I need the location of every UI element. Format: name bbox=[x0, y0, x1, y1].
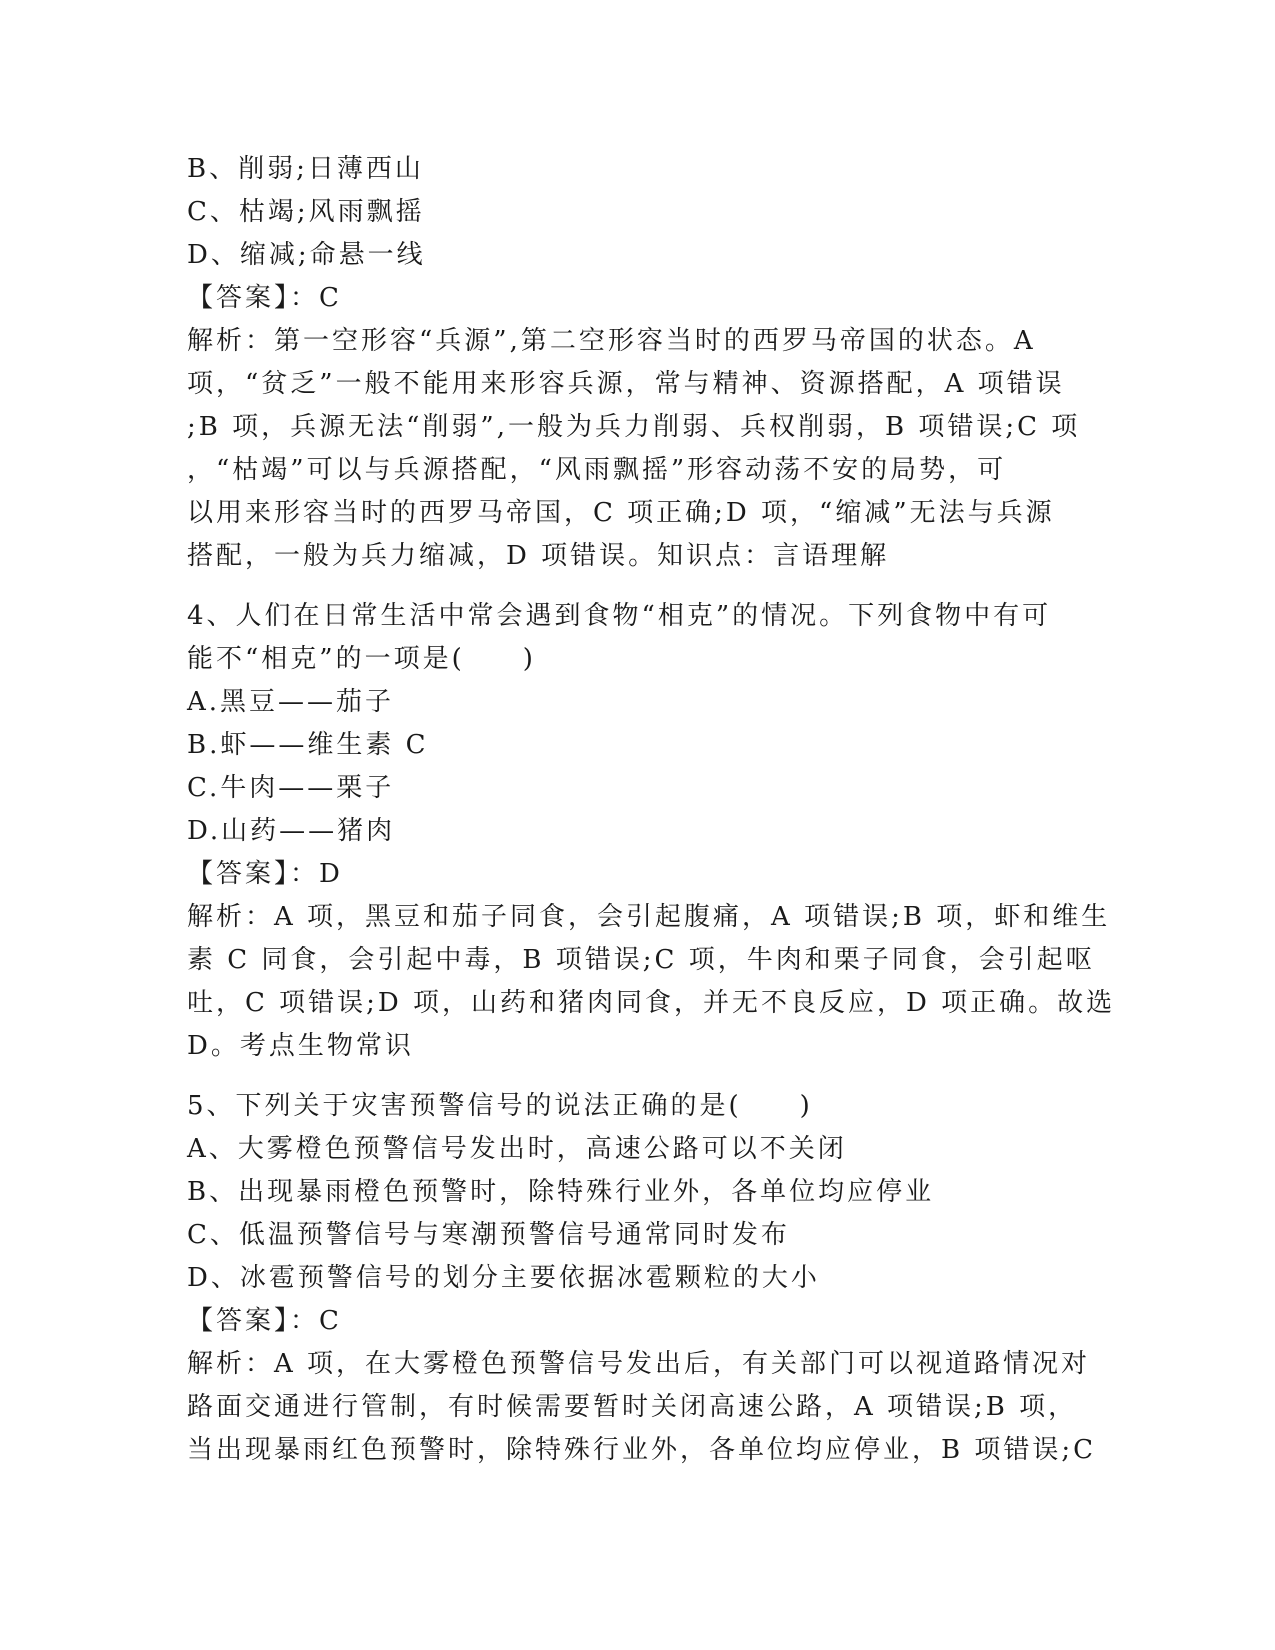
q4-option-c: C.牛肉——栗子 bbox=[187, 773, 395, 803]
question-spacer bbox=[187, 1068, 1087, 1085]
document-content bbox=[187, 148, 1116, 1472]
q4-answer: 【答案】：D bbox=[187, 859, 343, 889]
q3-option-b: B、削弱;日薄西山 bbox=[187, 154, 424, 184]
q3-option-c: C、枯竭;风雨飘摇 bbox=[187, 197, 425, 227]
q4-option-a: A.黑豆——茄子 bbox=[187, 687, 395, 717]
q3-analysis-line: 以用来形容当时的西罗马帝国，C 项正确;D 项，“缩减”无法与兵源 bbox=[187, 498, 1055, 528]
question-spacer bbox=[187, 578, 1087, 595]
q4-analysis-line: 素 C 同食，会引起中毒，B 项错误;C 项，牛肉和栗子同食，会引起呕 bbox=[187, 945, 1095, 975]
q5-analysis-line: 路面交通进行管制，有时候需要暂时关闭高速公路，A 项错误;B 项， bbox=[187, 1392, 1078, 1422]
q3-option-d: D、缩减;命悬一线 bbox=[187, 240, 426, 270]
q5-answer: 【答案】：C bbox=[187, 1306, 342, 1336]
q3-analysis-line: 解析：第一空形容“兵源”,第二空形容当时的西罗马帝国的状态。A bbox=[187, 326, 1036, 356]
q3-analysis-line: 项，“贫乏”一般不能用来形容兵源，常与精神、资源搭配，A 项错误 bbox=[187, 369, 1065, 399]
q5-analysis-line: 当出现暴雨红色预警时，除特殊行业外，各单位均应停业，B 项错误;C bbox=[187, 1435, 1097, 1465]
q5-analysis-line: 解析：A 项，在大雾橙色预警信号发出后，有关部门可以视道路情况对 bbox=[187, 1349, 1091, 1379]
q3-answer: 【答案】：C bbox=[187, 283, 342, 313]
q4-stem-line: 能不“相克”的一项是( ) bbox=[187, 644, 536, 674]
q4-option-d: D.山药——猪肉 bbox=[187, 816, 396, 846]
q4-stem-line: 4、人们在日常生活中常会遇到食物“相克”的情况。下列食物中有可 bbox=[187, 601, 1052, 631]
q5-option-c: C、低温预警信号与寒潮预警信号通常同时发布 bbox=[187, 1220, 790, 1250]
q4-option-b: B.虾——维生素 C bbox=[187, 730, 429, 760]
q3-analysis-line: ;B 项，兵源无法“削弱”,一般为兵力削弱、兵权削弱，B 项错误;C 项 bbox=[187, 412, 1081, 442]
q4-analysis-line: 解析：A 项，黑豆和茄子同食，会引起腹痛，A 项错误;B 项，虾和维生 bbox=[187, 902, 1111, 932]
q5-stem: 5、下列关于灾害预警信号的说法正确的是( ) bbox=[187, 1091, 813, 1121]
q5-option-b: B、出现暴雨橙色预警时，除特殊行业外，各单位均应停业 bbox=[187, 1177, 935, 1207]
q4-analysis-line: D。考点生物常识 bbox=[187, 1031, 414, 1061]
q5-option-a: A、大雾橙色预警信号发出时，高速公路可以不关闭 bbox=[187, 1134, 847, 1164]
q3-analysis-line: 搭配，一般为兵力缩减，D 项错误。知识点：言语理解 bbox=[187, 541, 890, 571]
q3-analysis-line: ，“枯竭”可以与兵源搭配，“风雨飘摇”形容动荡不安的局势，可 bbox=[187, 455, 1007, 485]
q4-analysis-line: 吐，C 项错误;D 项，山药和猪肉同食，并无不良反应，D 项正确。故选 bbox=[187, 988, 1116, 1018]
q5-option-d: D、冰雹预警信号的划分主要依据冰雹颗粒的大小 bbox=[187, 1263, 820, 1293]
